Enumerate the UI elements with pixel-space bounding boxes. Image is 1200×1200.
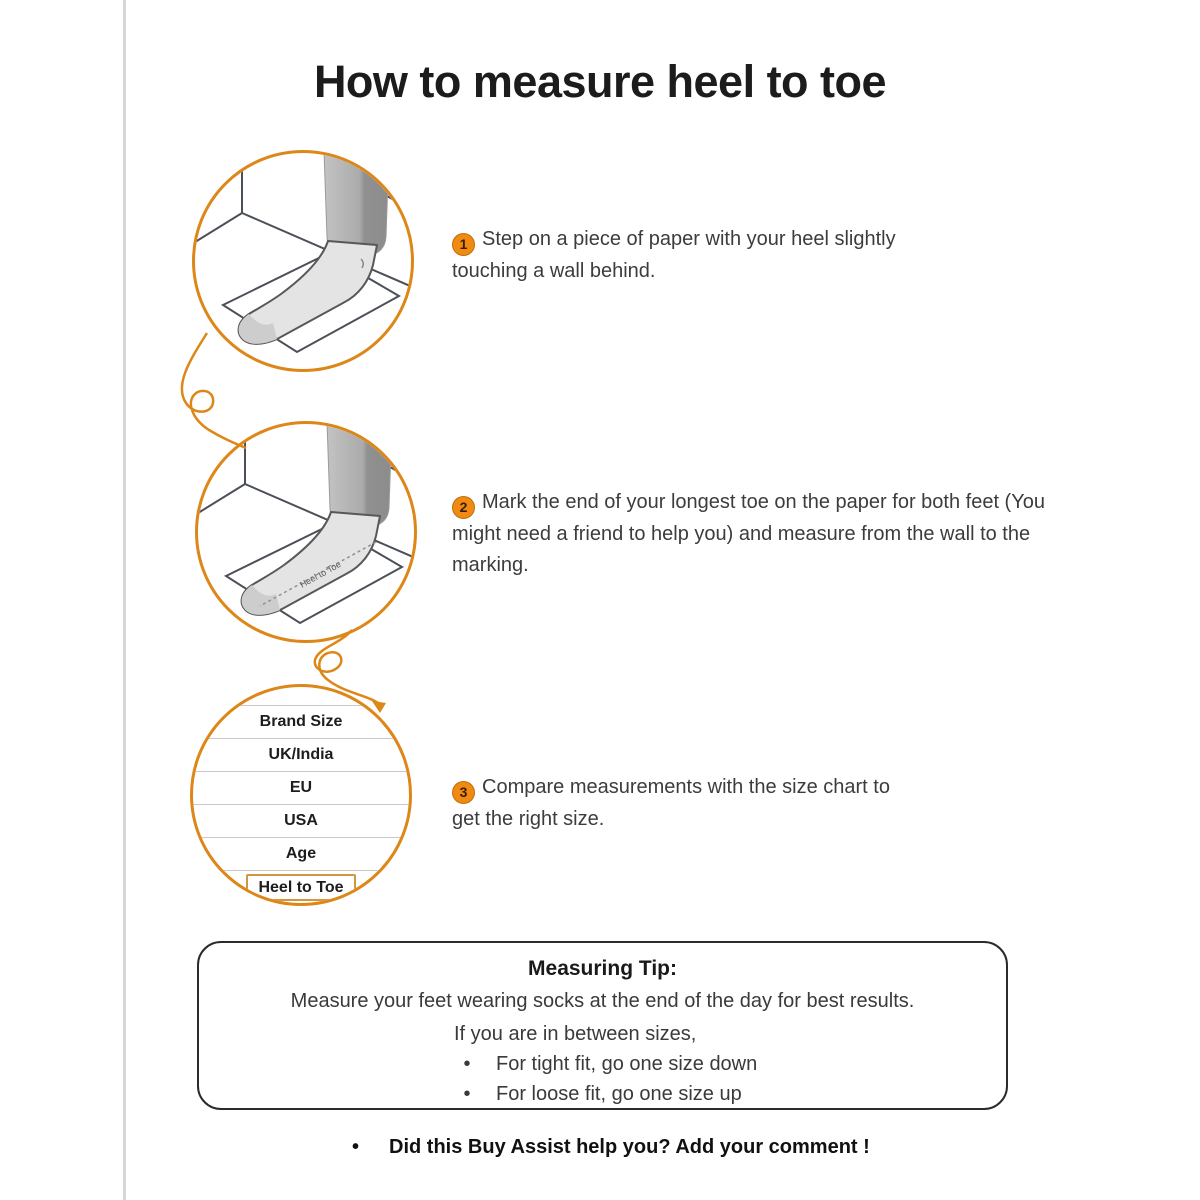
illustration-step2-heel-to-toe-marking <box>195 421 417 643</box>
measuring-tip-sub-block <box>454 1019 757 1109</box>
size-chart-row-label: Brand Size <box>259 713 343 730</box>
floor-left-line <box>195 213 242 247</box>
bullet-dot: • <box>352 1136 360 1158</box>
size-chart-row-label: Age <box>285 845 317 862</box>
size-chart-rows <box>190 705 412 903</box>
left-border-line <box>123 0 126 1200</box>
step-3 <box>452 772 902 835</box>
footer-text: Did this Buy Assist help you? Add your comment ! <box>389 1136 870 1158</box>
illustration-step3-size-chart <box>190 684 412 906</box>
size-chart-row-highlighted <box>190 870 412 903</box>
illustration-step1-foot-on-paper <box>192 150 414 372</box>
size-chart-row-label: UK/India <box>268 746 334 763</box>
bullet-dot: • <box>463 1083 471 1105</box>
size-chart-row <box>190 705 412 738</box>
leg <box>324 153 389 254</box>
tip-bullet-item <box>454 1079 757 1109</box>
size-chart-row-label: USA <box>284 812 318 829</box>
size-chart-row <box>190 771 412 804</box>
buy-assist-footer <box>352 1136 870 1159</box>
size-chart-row-label: EU <box>289 779 313 796</box>
size-chart-row <box>190 837 412 870</box>
tip-bullet-text: For tight fit, go one size down <box>496 1053 758 1075</box>
step-3-number-badge: 3 <box>452 781 475 804</box>
heel-to-toe-mini-label: Heel to Toe <box>298 559 343 590</box>
heel-to-toe-highlight-box: Heel to Toe <box>246 874 355 901</box>
measuring-tip-box <box>197 941 1008 1110</box>
step-2-text: Mark the end of your longest toe on the paper for both feet (You might need a friend to help you) and measure from the wall to the marking. <box>452 491 1045 576</box>
bullet-dot: • <box>463 1053 471 1075</box>
foot-measure-drawing <box>198 424 414 640</box>
floor-left-line <box>198 484 245 518</box>
step-1 <box>452 224 957 287</box>
size-chart-row <box>190 804 412 837</box>
foot-on-paper-drawing <box>195 153 411 369</box>
leg <box>327 424 392 525</box>
step-2-number-badge: 2 <box>452 496 475 519</box>
step-1-number-badge: 1 <box>452 233 475 256</box>
measuring-tip-line2: If you are in between sizes, <box>454 1023 697 1045</box>
tip-bullet-text: For loose fit, go one size up <box>496 1083 742 1105</box>
measuring-tip-line1: Measure your feet wearing socks at the end of the day for best results. <box>290 990 915 1012</box>
step-3-text: Compare measurements with the size chart to get the right size. <box>452 776 890 830</box>
step-2 <box>452 487 1052 581</box>
size-chart-row <box>190 738 412 771</box>
page-title: How to measure heel to toe <box>313 56 887 107</box>
step-1-text: Step on a piece of paper with your heel slightly touching a wall behind. <box>452 228 896 282</box>
measuring-tip-heading: Measuring Tip: <box>528 957 677 980</box>
tip-bullet-item <box>454 1049 757 1079</box>
